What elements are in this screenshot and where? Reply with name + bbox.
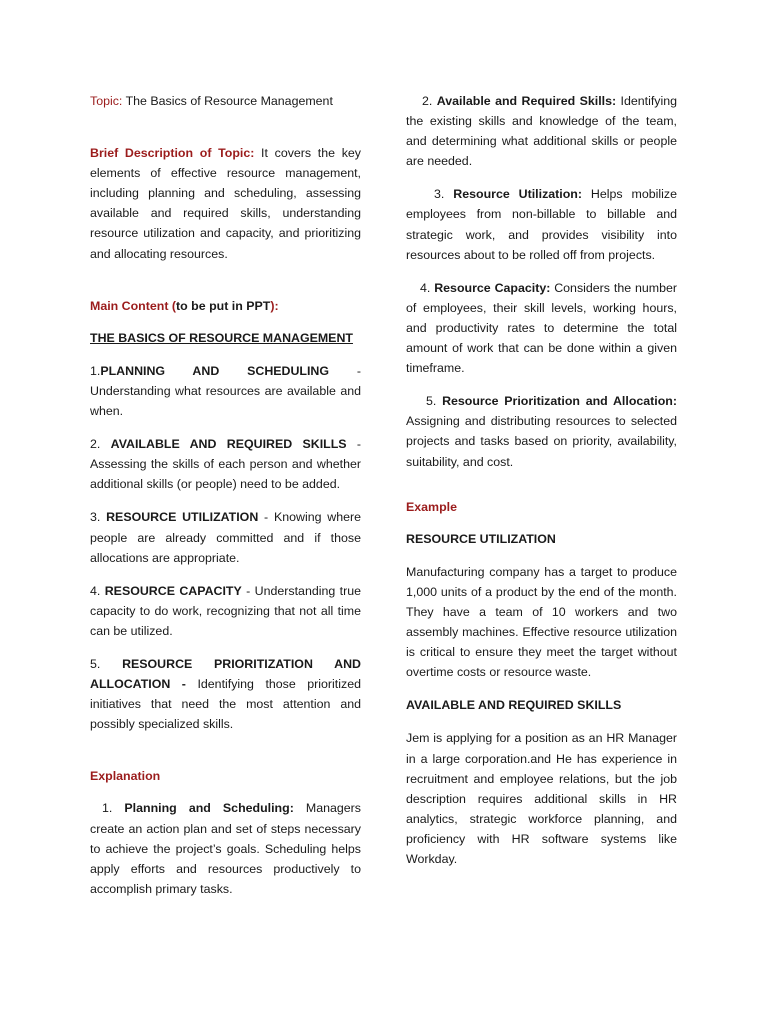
explanation-item: 4. Resource Capacity: Considers the number of employees, their skill levels, working hours, and productivity rates to determine the total amount of work that can be done within a given timeframe. bbox=[406, 280, 677, 376]
left-column bbox=[90, 91, 361, 899]
right-column bbox=[406, 91, 677, 869]
brief-text: It covers the key elements of effective resource management, including planning and scheduling, assessing available and required skills, understanding resource utilization and capacity, and prioritizing and allocating resources. bbox=[90, 146, 361, 261]
example-label: Example bbox=[406, 499, 457, 514]
list-item: 4. RESOURCE CAPACITY - Understanding true capacity to do work, recognizing that not all time can be utilized. bbox=[90, 583, 361, 638]
brief-description bbox=[90, 143, 361, 264]
example-text: Manufacturing company has a target to produce 1,000 units of a product by the end of the month. They have a team of 10 workers and two assembly machines. Effective resource utilization is critical to ensure they meet the target without overtime costs or resource waste. bbox=[406, 564, 677, 680]
explanation-item: 2. Available and Required Skills: Identifying the existing skills and knowledge of the team, and determining what additional skills or people are needed. bbox=[406, 94, 677, 169]
brief-label: Brief Description of Topic: bbox=[90, 146, 255, 161]
explanation-label: Explanation bbox=[90, 769, 161, 784]
list-item: 3. RESOURCE UTILIZATION - Knowing where people are already committed and if those allocations are appropriate. bbox=[90, 510, 361, 565]
list-item: 1.PLANNING AND SCHEDULING - Understanding what resources are available and when. bbox=[90, 363, 361, 419]
list-item: 5. RESOURCE PRIORITIZATION AND ALLOCATION - Identifying those prioritized initiatives that need the most attention and possibly specialized skills. bbox=[90, 656, 361, 732]
main-content-label: Main Content (to be put in PPT): bbox=[90, 298, 279, 313]
example-heading: AVAILABLE AND REQUIRED SKILLS bbox=[406, 698, 622, 713]
list-item: 2. AVAILABLE AND REQUIRED SKILLS - Assessing the skills of each person and whether additional skills (or people) need to be added. bbox=[90, 437, 361, 492]
example-text: Jem is applying for a position as an HR Manager in a large corporation.and He has experience in recruitment and employee relations, but the job description requires additional skills in HR analytics, strategic workforce planning, and proficiency with HR software systems like Workday. bbox=[406, 731, 677, 866]
topic-line bbox=[90, 91, 361, 111]
explanation-item: 1. Planning and Scheduling: Managers create an action plan and set of steps necessary to achieve the project’s goals. Scheduling helps apply efforts and resources productively to accomplish primary tasks. bbox=[90, 801, 362, 896]
example-heading: RESOURCE UTILIZATION bbox=[406, 531, 556, 546]
topic-label: Topic: bbox=[90, 94, 123, 108]
explanation-item: 5. Resource Prioritization and Allocation: Assigning and distributing resources to selected projects and tasks based on priority, availability, suitability, and cost. bbox=[406, 394, 678, 469]
explanation-item: 3. Resource Utilization: Helps mobilize employees from non-billable to billable and strategic work, and provides visibility into resources about to be rolled off from projects. bbox=[406, 187, 677, 262]
main-heading: THE BASICS OF RESOURCE MANAGEMENT bbox=[90, 330, 353, 345]
topic-text: The Basics of Resource Management bbox=[122, 94, 333, 108]
